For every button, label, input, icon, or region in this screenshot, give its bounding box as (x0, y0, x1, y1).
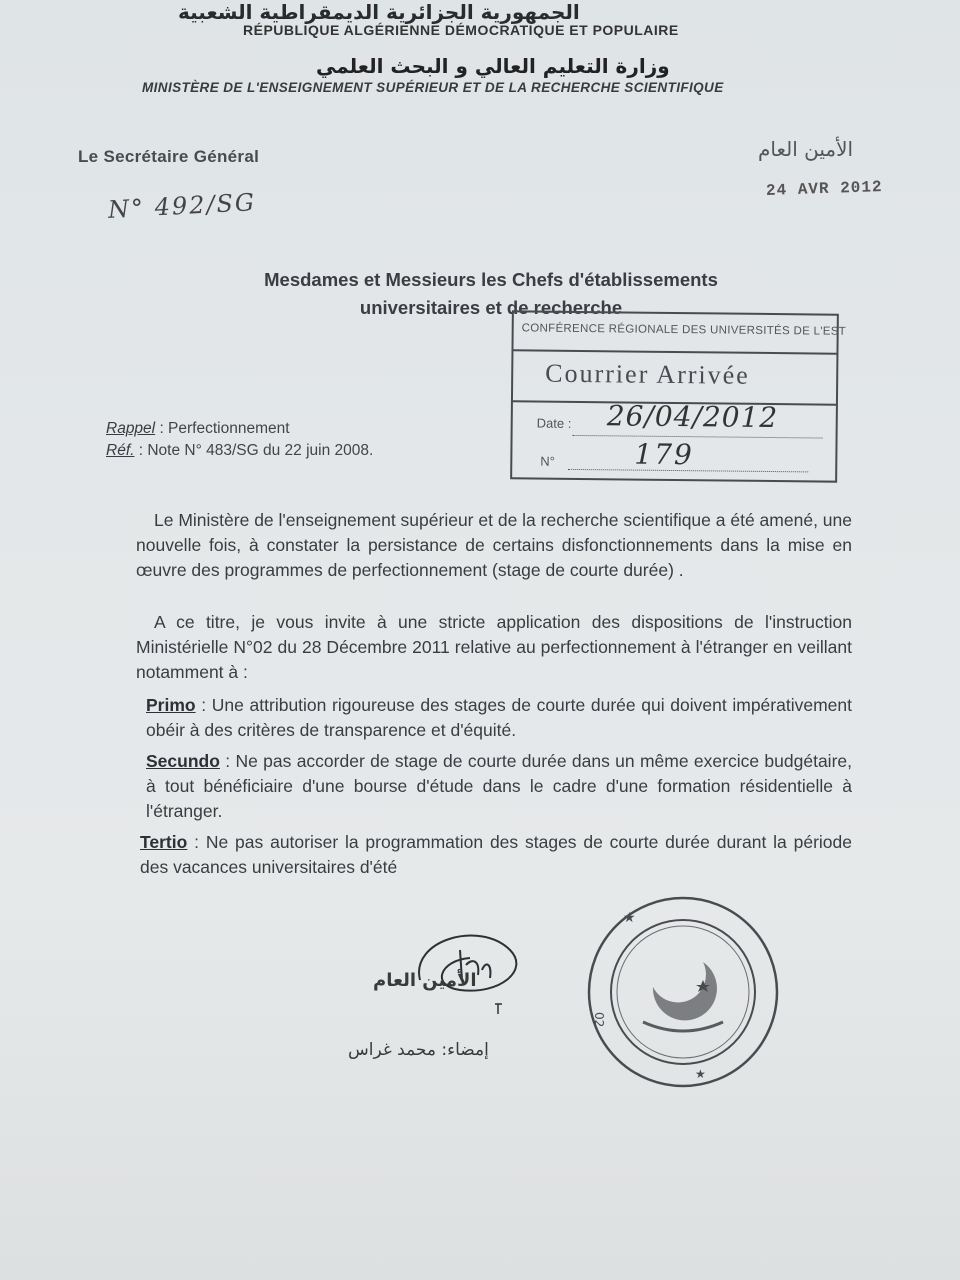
item-text: : Une attribution rigoureuse des stages de courte durée qui doivent impérativement obéir à des critères de transparence et d'équité. (146, 695, 852, 740)
body-paragraph-1: Le Ministère de l'enseignement supérieur et de la recherche scientifique a été amené, une nouvelle fois, à constater la persistance de certains disfonctionnements dans la mise en œuvre des programmes de perfectionnement (stage de courte durée) . (136, 510, 852, 580)
ref-value: : Note N° 483/SG du 22 juin 2008. (138, 442, 374, 459)
sender-label: Le Secrétaire Général (78, 147, 260, 166)
item-text: : Ne pas autoriser la programmation des stages de courte durée durant la période des vacances universitaires d'été (140, 832, 852, 877)
item-label: Primo (146, 695, 196, 715)
stamp-title: Courrier Arrivée (545, 358, 750, 390)
svg-text:02: 02 (592, 1012, 606, 1028)
rappel-block (106, 418, 373, 462)
signature-title: الأمين العام (373, 970, 477, 991)
stamp-number-value: 179 (634, 437, 695, 472)
stamp-number-label: N° (540, 453, 555, 469)
list-item (136, 830, 852, 880)
ref-label: Réf. (106, 442, 135, 459)
reception-stamp (510, 310, 847, 482)
stamp-dotted-line (573, 435, 823, 439)
date-stamp: 24 AVR 2012 (765, 177, 883, 201)
addressee-line2: universitaires et de recherche (359, 297, 623, 318)
list-item (136, 749, 852, 824)
header-arabic-ministry: وزارة التعليم العالي و البحث العلمي (316, 54, 670, 78)
addressee-line1: Mesdames et Messieurs les Chefs d'établissements (264, 269, 718, 290)
stamp-header: CONFÉRENCE RÉGIONALE DES UNIVERSITÉS DE L'EST (521, 322, 847, 338)
item-label: Secundo (146, 751, 220, 771)
svg-text:★: ★ (695, 1067, 706, 1081)
stamp-divider (513, 349, 836, 354)
list-item (136, 693, 852, 743)
signature-name: إمضاء: محمد غراس (348, 1040, 489, 1060)
header-republic: RÉPUBLIQUE ALGÉRIENNE DÉMOCRATIQUE ET POPULAIRE (243, 22, 679, 38)
item-text: : Ne pas accorder de stage de courte durée dans un même exercice budgétaire, à tout bénéficiaire d'une bourse d'étude dans le cadre d'une formation résidentielle à l'étranger. (146, 751, 852, 821)
item-label: Tertio (140, 832, 188, 852)
body-paragraph-2: A ce titre, je vous invite à une stricte application des dispositions de l'instruction Ministérielle N°02 du 28 Décembre 2011 relative au perfectionnement à l'étranger en veillant notamment à : Primo : Une attribution rigoureuse des stages de courte durée qui doivent impérativement obéir à des critères de transparence et d'équité. Secundo : Ne pas accorder de stage de courte durée dans un même exercice budgétaire, à tout bénéficiaire d'une bourse d'étude dans le cadre d'une formation résidentielle à l'étranger. Tertio : Ne pas autoriser la programmation des stages de courte durée durant la période des vacances universitaires d'été (136, 610, 852, 880)
stamp-date-label: Date : (536, 415, 572, 431)
official-seal (583, 892, 783, 1092)
reference-number: N° 492/SG (107, 188, 257, 224)
rappel-value: : Perfectionnement (159, 420, 290, 437)
stamp-date-value: 26/04/2012 (606, 399, 779, 435)
header-arabic-republic: الجمهورية الجزائرية الديمقراطية الشعبية (178, 0, 580, 24)
sender-arabic-label: الأمين العام (758, 137, 854, 161)
rappel-label: Rappel (106, 420, 156, 437)
header-ministry: MINISTÈRE DE L'ENSEIGNEMENT SUPÉRIEUR ET DE LA RECHERCHE SCIENTIFIQUE (142, 80, 724, 95)
svg-text:★: ★ (623, 910, 636, 926)
